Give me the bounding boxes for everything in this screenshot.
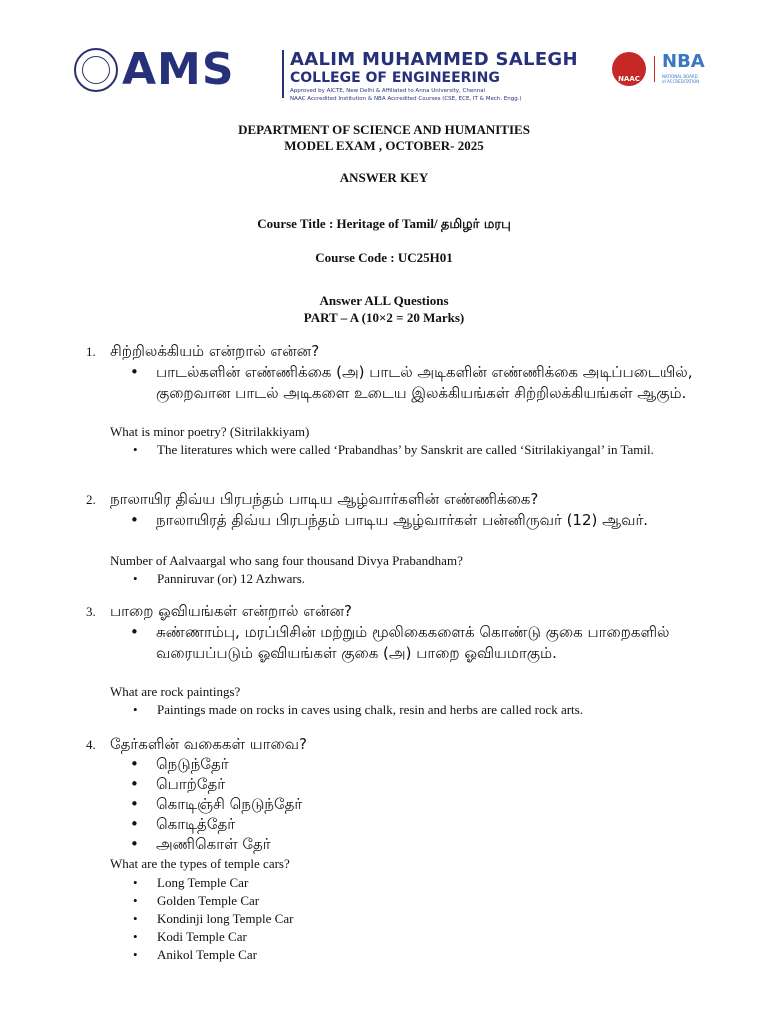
answer-key-heading: ANSWER KEY bbox=[339, 170, 429, 185]
english-question-2: Number of Aalvaargal who sang four thousand Divya Prabandham? bbox=[110, 553, 463, 568]
instruction-line: Answer ALL Questions bbox=[319, 293, 449, 308]
english-answer-1: • The literatures which were called ‘Prabandhas’ by Sanskrit are called ‘Sitrilakiyangal’ in Tamil. bbox=[133, 442, 654, 457]
college-subtitle: COLLEGE OF ENGINEERING bbox=[290, 70, 500, 86]
tamil-answer-4-item: • கொடித்தேர் bbox=[130, 815, 236, 833]
tamil-answer-4-item: • அணிகொள் தேர் bbox=[130, 835, 271, 853]
naac-badge-icon: NAAC bbox=[612, 52, 646, 86]
tamil-answer-4-item: • பொற்தேர் bbox=[130, 775, 226, 793]
question-1: 1. சிற்றிலக்கியம் என்றால் என்ன? bbox=[86, 342, 320, 360]
english-answer-4-item: • Golden Temple Car bbox=[133, 893, 260, 908]
approval-line: Approved by AICTE, New Delhi & Affiliated to Anna University, Chennai bbox=[290, 88, 486, 94]
college-header bbox=[70, 42, 720, 112]
tamil-answer-4-item: • கொடிஞ்சி நெடுந்தேர் bbox=[130, 795, 303, 813]
english-answer-2: • Panniruvar (or) 12 Azhwars. bbox=[133, 571, 306, 586]
course-code: Course Code : UC25H01 bbox=[315, 250, 453, 265]
ams-logo: AMS bbox=[122, 44, 235, 95]
accreditation-line: NAAC Accredited Institution & NBA Accredited Courses (CSE, ECE, IT & Mech. Engg.) bbox=[290, 96, 522, 102]
college-name: AALIM MUHAMMED SALEGH bbox=[290, 49, 578, 70]
english-question-1: What is minor poetry? (Sitrilakkiyam) bbox=[110, 424, 310, 439]
tamil-answer-2: • நாலாயிரத் திவ்ய பிரபந்தம் பாடிய ஆழ்வார்கள் பன்னிருவர் (12) ஆவர். bbox=[130, 511, 649, 529]
exam-heading: MODEL EXAM , OCTOBER- 2025 bbox=[284, 138, 484, 153]
english-answer-4-item: • Anikol Temple Car bbox=[133, 947, 257, 962]
english-answer-3: • Paintings made on rocks in caves using chalk, resin and herbs are called rock arts. bbox=[133, 702, 583, 717]
english-answer-4-item: • Kondinji long Temple Car bbox=[133, 911, 294, 926]
english-answer-4-item: • Long Temple Car bbox=[133, 875, 249, 890]
english-question-4: What are the types of temple cars? bbox=[110, 856, 290, 871]
tamil-answer-4-item: • நெடுந்தேர் bbox=[130, 755, 229, 773]
college-seal-logo bbox=[74, 48, 118, 92]
tamil-answer-3: • சுண்ணாம்பு, மரப்பிசின் மற்றும் மூலிகைகளைக் கொண்டு குகை பாறைகளில் வரையப்படும் ஓவியங்கள் குகை (அ) பாறை ஓவியமாகும். bbox=[130, 623, 670, 662]
tamil-answer-1: • பாடல்களின் எண்ணிக்கை (அ) பாடல் அடிகளின் எண்ணிக்கை அடிப்படையில், குறைவான பாடல் அடிகளை உடைய இலக்கியங்கள் சிற்றிலக்கியங்கள் ஆகும். bbox=[130, 363, 693, 402]
department-heading: DEPARTMENT OF SCIENCE AND HUMANITIES bbox=[238, 122, 530, 137]
english-question-3: What are rock paintings? bbox=[110, 684, 241, 699]
question-3: 3. பாறை ஓவியங்கள் என்றால் என்ன? bbox=[86, 602, 352, 620]
english-answer-4-item: • Kodi Temple Car bbox=[133, 929, 247, 944]
nba-logo: NBA bbox=[662, 51, 705, 72]
part-heading: PART – A (10×2 = 20 Marks) bbox=[303, 310, 465, 325]
nba-subtitle: NATIONAL BOARD of ACCREDITATION bbox=[662, 74, 700, 84]
question-4: 4. தேர்களின் வகைகள் யாவை? bbox=[86, 735, 307, 753]
course-title: Course Title : Heritage of Tamil/ தமிழர் மரபு bbox=[257, 216, 511, 232]
question-2: 2. நாலாயிர திவ்ய பிரபந்தம் பாடிய ஆழ்வார்களின் எண்ணிக்கை? bbox=[86, 490, 539, 508]
